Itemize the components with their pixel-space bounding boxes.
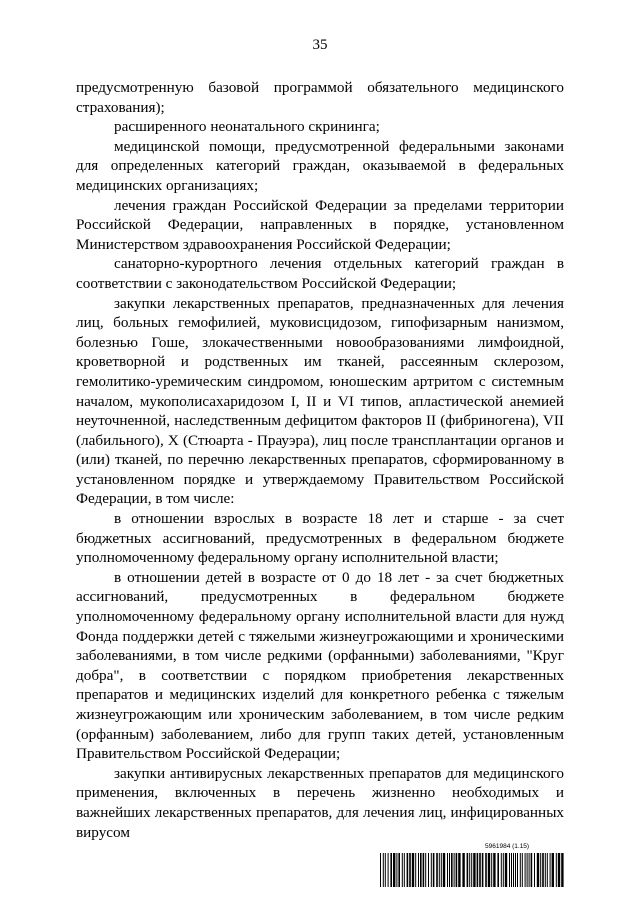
paragraph: лечения граждан Российской Федерации за пределами территории Российской Федерации, направленных в порядке, установленном Министерством здравоохранения Российской Федерации; bbox=[76, 196, 564, 253]
barcode-bar bbox=[497, 853, 499, 887]
barcode-bar bbox=[458, 853, 460, 887]
barcode-bar bbox=[441, 853, 442, 887]
barcode-bar bbox=[505, 853, 507, 887]
barcode-bar bbox=[390, 853, 392, 887]
barcode-bar bbox=[439, 853, 440, 887]
barcode-bar bbox=[396, 853, 397, 887]
barcode-bar bbox=[423, 853, 425, 887]
document-body bbox=[76, 78, 564, 842]
barcode-bar bbox=[503, 853, 504, 887]
barcode-bar bbox=[515, 853, 516, 887]
barcode-bar bbox=[383, 853, 384, 887]
barcode-bar bbox=[479, 853, 481, 887]
barcode-bar bbox=[398, 853, 400, 887]
barcode-block bbox=[380, 843, 566, 893]
barcode-bar bbox=[393, 853, 395, 887]
barcode-bar bbox=[491, 853, 492, 887]
barcode-bar bbox=[542, 853, 544, 887]
barcode-bar bbox=[556, 853, 557, 887]
barcode-bar bbox=[545, 853, 546, 887]
barcode-bar bbox=[425, 853, 426, 887]
barcode-bar bbox=[501, 853, 502, 887]
barcode-bar bbox=[550, 853, 551, 887]
barcode-bar bbox=[482, 853, 484, 887]
barcode-bar bbox=[517, 853, 518, 887]
barcode-bar bbox=[471, 853, 472, 887]
barcode-bar bbox=[547, 853, 548, 887]
barcode-bar bbox=[477, 853, 479, 887]
page-number: 35 bbox=[312, 37, 328, 53]
barcode-bar bbox=[540, 853, 541, 887]
barcode-bar bbox=[451, 853, 453, 887]
barcode-bar bbox=[402, 853, 403, 887]
barcode-bar bbox=[525, 853, 526, 887]
barcode-bar bbox=[388, 853, 389, 887]
barcode-bar bbox=[537, 853, 539, 887]
barcode-bar bbox=[558, 853, 560, 887]
barcode-bar bbox=[531, 853, 533, 887]
barcode-bar bbox=[449, 853, 450, 887]
barcode-bar bbox=[428, 853, 429, 887]
barcode-bar bbox=[404, 853, 405, 887]
barcode-label: 5961984 (1.15) bbox=[485, 843, 530, 850]
barcode-bar bbox=[520, 853, 521, 887]
barcode-bar bbox=[436, 853, 438, 887]
barcode-bar bbox=[407, 853, 409, 887]
barcode-icon bbox=[380, 853, 566, 887]
barcode-bar bbox=[513, 853, 514, 887]
barcode-bar bbox=[409, 853, 411, 887]
paragraph: в отношении взрослых в возрасте 18 лет и старше - за счет бюджетных ассигнований, предусмотренных в федеральном бюджете уполномоченному федеральному органу исполнительной власти; bbox=[76, 510, 564, 567]
barcode-bar bbox=[522, 853, 523, 887]
paragraph: закупки лекарственных препаратов, предназначенных для лечения лиц, больных гемофилией, муковисцидозом, гипофизарным нанизмом, болезнью Гоше, злокачественными новообразованиями лимфоидной, кроветворной и родственных им тканей, рассеянным склерозом, гемолитико-уремическим синдромом, юношеским артритом с системным началом, мукополисахаридозом I, II и VI типов, апластической анемией неуточненной, наследственным дефицитом факторов II (фибриногена), VII (лабильного), X (Стюарта - Прауэра), лиц после трансплантации органов и (или) тканей, по перечню лекарственных препаратов, сформированному в установленном порядке и утверждаемому Правительством Российской Федерации, в том числе: bbox=[76, 294, 564, 508]
barcode-bar bbox=[467, 853, 469, 887]
barcode-bar bbox=[529, 853, 530, 887]
barcode-bar bbox=[561, 853, 563, 887]
barcode-bar bbox=[488, 853, 490, 887]
barcode-bar bbox=[415, 853, 416, 887]
barcode-bar bbox=[527, 853, 528, 887]
barcode-bar bbox=[552, 853, 554, 887]
barcode-bar bbox=[462, 853, 464, 887]
barcode-bar bbox=[511, 853, 512, 887]
barcode-bar bbox=[473, 853, 475, 887]
paragraph: медицинской помощи, предусмотренной федеральными законами для определенных категорий граждан, оказываемой в федеральных медицинских организациях; bbox=[76, 137, 564, 194]
barcode-bar bbox=[534, 853, 535, 887]
barcode-bar bbox=[412, 853, 414, 887]
barcode-bar bbox=[433, 853, 435, 887]
barcode-bar bbox=[485, 853, 487, 887]
barcode-bar bbox=[469, 853, 470, 887]
barcode-bar bbox=[493, 853, 495, 887]
paragraph: расширенного неонатального скрининга; bbox=[114, 118, 380, 136]
barcode-bar bbox=[447, 853, 448, 887]
barcode-bar bbox=[418, 853, 419, 887]
barcode-bar bbox=[443, 853, 445, 887]
paragraph: в отношении детей в возрасте от 0 до 18 лет - за счет бюджетных ассигнований, предусмотренных в федеральном бюджете уполномоченному федеральному органу исполнительной власти для нужд Фонда поддержки детей с тяжелыми жизнеугрожающими и хроническими заболеваниями, в том числе редкими (орфанными) заболеваниями, "Круг добра", в соответствии с порядком приобретения лекарственных препаратов и медицинских изделий для конкретного ребенка с тяжелым жизнеугрожающим или хроническим заболеванием, в том числе редким (орфанным) заболеванием, либо для групп таких детей, установленным Правительством Российской Федерации; bbox=[76, 568, 564, 763]
paragraph: санаторно-курортного лечения отдельных категорий граждан в соответствии с законодательством Российской Федерации; bbox=[76, 255, 564, 292]
barcode-bar bbox=[454, 853, 455, 887]
paragraph: предусмотренную базовой программой обязательного медицинского страхования); bbox=[76, 79, 564, 116]
barcode-bar bbox=[431, 853, 432, 887]
barcode-bar bbox=[420, 853, 422, 887]
paragraph: закупки антивирусных лекарственных препаратов для медицинского применения, включенных в перечень жизненно необходимых и важнейших лекарственных препаратов, для лечения лиц, инфицированных вирусом bbox=[76, 764, 564, 841]
barcode-bar bbox=[385, 853, 386, 887]
barcode-bar bbox=[509, 853, 510, 887]
barcode-bar bbox=[380, 853, 381, 887]
barcode-bar bbox=[456, 853, 458, 887]
